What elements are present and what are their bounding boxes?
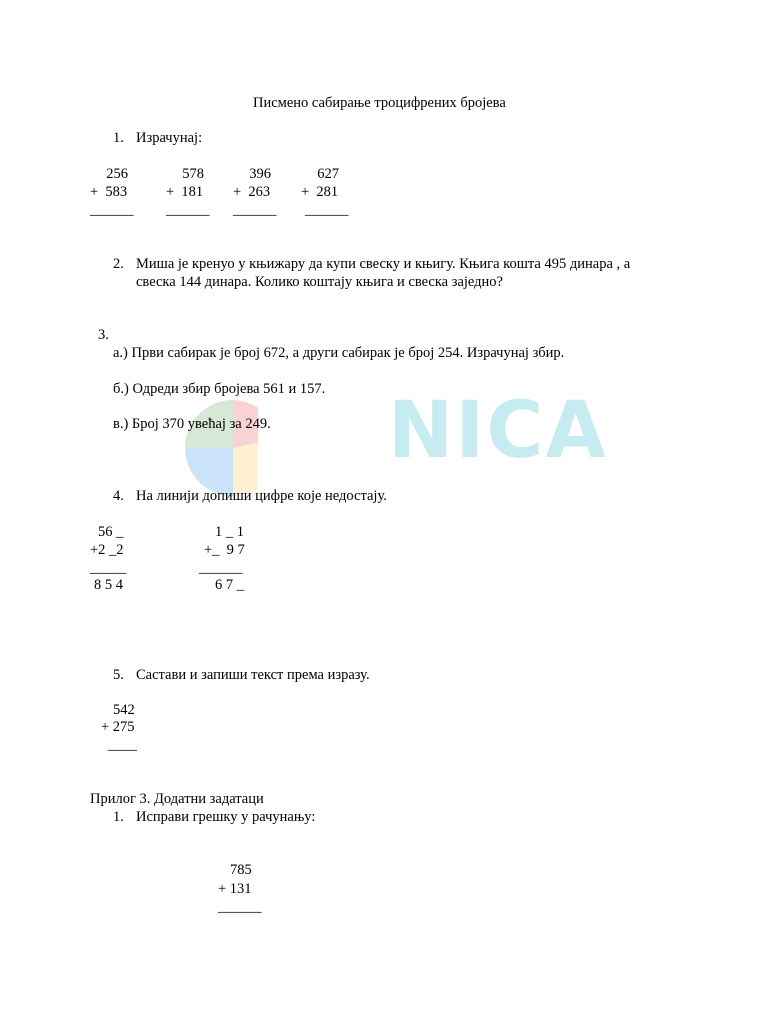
task2-number: 2. <box>113 256 124 272</box>
task1-problem4-bottom: + 281 <box>301 184 339 200</box>
task1-problem3-top: 396 <box>249 166 271 182</box>
task1-problem1-line: ______ <box>90 202 134 218</box>
task4-left-line: _____ <box>90 560 127 576</box>
task3-part-a: а.) Први сабирак је број 672, а други сабирак је број 254. Израчунај збир. <box>113 345 565 361</box>
task5-line: ____ <box>108 737 137 753</box>
task1-text: Израчунај: <box>136 130 203 146</box>
page-title: Писмено сабирање троцифрених бројева <box>253 95 506 111</box>
task1-problem4-line: ______ <box>305 202 349 218</box>
task4-left-bottom: +2 _2 <box>90 542 124 558</box>
task2-line2: свеска 144 динара. Колико коштају књига и свеска заједно? <box>136 274 503 290</box>
task1-problem3-bottom: + 263 <box>233 184 271 200</box>
task4-text: На линији допиши цифре које недостају. <box>136 488 387 504</box>
task1-problem3-line: ______ <box>233 202 277 218</box>
task4-right-bottom: +_ 9 7 <box>204 542 245 558</box>
task3-number: 3. <box>98 327 109 343</box>
task1-problem2-top: 578 <box>182 166 204 182</box>
appendix-task-text: Исправи грешку у рачунању: <box>136 809 316 825</box>
task1-problem1-bottom: + 583 <box>90 184 128 200</box>
task5-number: 5. <box>113 667 124 683</box>
task1-number: 1. <box>113 130 124 146</box>
appendix-top: 785 <box>230 862 252 878</box>
task4-right-line: ______ <box>199 560 243 576</box>
task5-top: 542 <box>113 702 135 718</box>
appendix-heading: Прилог 3. Додатни задатаци <box>90 791 264 807</box>
task5-bottom: + 275 <box>101 719 135 735</box>
watermark-text: NICA <box>388 386 608 476</box>
task4-left-result: 8 5 4 <box>94 577 123 593</box>
task1-problem2-bottom: + 181 <box>166 184 204 200</box>
task1-problem2-line: ______ <box>166 202 210 218</box>
appendix-line: ______ <box>218 899 262 915</box>
task1-problem4-top: 627 <box>317 166 339 182</box>
task4-left-top: 56 _ <box>98 524 124 540</box>
task5-text: Састави и запиши текст према изразу. <box>136 667 370 683</box>
task4-number: 4. <box>113 488 124 504</box>
appendix-bottom: + 131 <box>218 881 252 897</box>
task2-line1: Миша је кренуо у књижару да купи свеску и књигу. Књига кошта 495 динара , а <box>136 256 631 272</box>
task3-part-b: б.) Одреди збир бројева 561 и 157. <box>113 381 326 397</box>
task4-right-top: 1 _ 1 <box>215 524 244 540</box>
task1-problem1-top: 256 <box>106 166 128 182</box>
task4-right-result: 6 7 _ <box>215 577 244 593</box>
task3-part-c: в.) Број 370 увећај за 249. <box>113 416 271 432</box>
appendix-task-number: 1. <box>113 809 124 825</box>
